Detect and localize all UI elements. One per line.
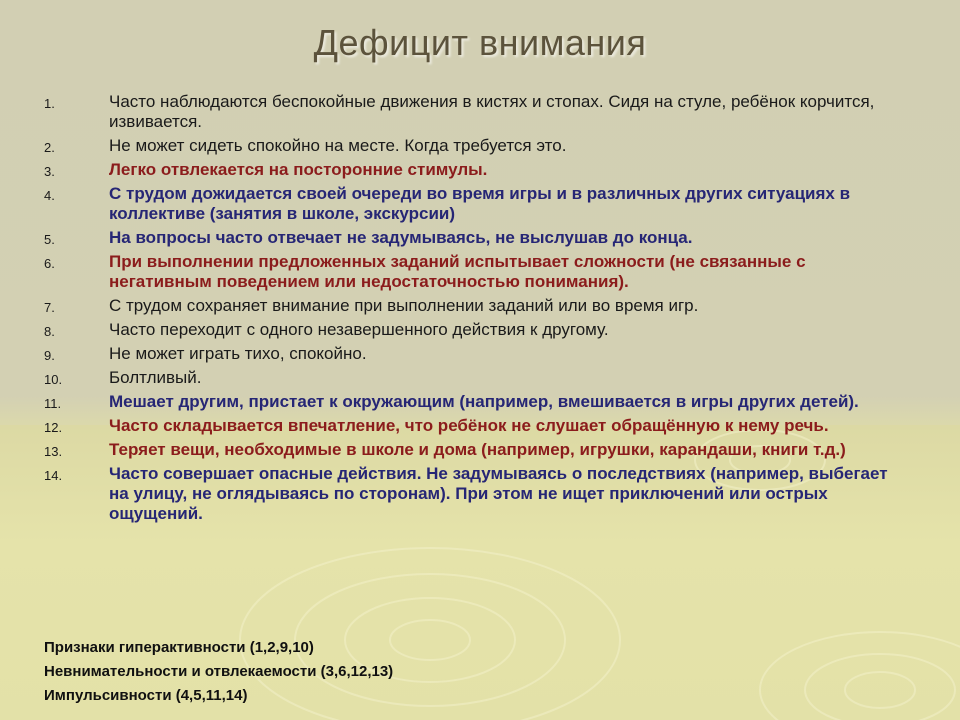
summary-inattention: Невнимательности и отвлекаемости (3,6,12,13) — [44, 663, 394, 680]
item-text: С трудом сохраняет внимание при выполнении заданий или во время игр. — [109, 296, 699, 315]
item-number: 5. — [44, 232, 55, 247]
item-text: Не может сидеть спокойно на месте. Когда требуется это. — [109, 136, 567, 155]
item-text: Не может играть тихо, спокойно. — [109, 344, 367, 363]
list-item — [44, 392, 924, 412]
item-number: 6. — [44, 256, 55, 271]
list-item — [44, 344, 924, 364]
item-number: 12. — [44, 420, 63, 435]
list-item — [44, 416, 924, 436]
list-item — [44, 228, 924, 248]
item-number: 4. — [44, 188, 55, 203]
list-item — [44, 464, 924, 524]
item-text: Легко отвлекается на посторонние стимулы. — [109, 160, 488, 179]
item-text: Часто складывается впечатление, что ребёнок не слушает обращённую к нему речь. — [109, 416, 829, 435]
item-number: 9. — [44, 348, 55, 363]
item-number: 11. — [44, 396, 62, 411]
item-number: 8. — [44, 324, 55, 339]
item-text: Часто переходит с одного незавершенного действия к другому. — [109, 320, 609, 339]
slide-title: Дефицит внимания — [313, 22, 647, 63]
item-text: Мешает другим, пристает к окружающим (например, вмешивается в игры других детей). — [109, 392, 859, 411]
item-number: 14. — [44, 468, 63, 483]
item-number: 10. — [44, 372, 63, 387]
list-item — [44, 440, 924, 460]
item-text: Часто совершает опасные действия. Не задумываясь о последствиях (например, выбегает на улицу, не оглядываясь по сторонам). При этом не ищет приключений или острых ощущений. — [109, 464, 888, 523]
item-number: 13. — [44, 444, 63, 459]
list-item — [44, 160, 924, 180]
item-text: Теряет вещи, необходимые в школе и дома (например, игрушки, карандаши, книги т.д.) — [109, 440, 846, 459]
item-number: 2. — [44, 140, 55, 155]
item-text: На вопросы часто отвечает не задумываясь, не выслушав до конца. — [109, 228, 693, 247]
summary-impulsivity: Импульсивности (4,5,11,14) — [44, 687, 248, 704]
list-item — [44, 252, 924, 292]
item-text: Часто наблюдаются беспокойные движения в кистях и стопах. Сидя на стуле, ребёнок корчится, извивается. — [109, 92, 875, 131]
list-item — [44, 92, 924, 132]
summary-block — [44, 636, 924, 708]
criteria-list — [44, 92, 924, 528]
list-item — [44, 184, 924, 224]
item-number: 3. — [44, 164, 55, 179]
summary-hyperactivity: Признаки гиперактивности (1,2,9,10) — [44, 639, 314, 656]
list-item — [44, 296, 924, 316]
list-item — [44, 136, 924, 156]
item-text: При выполнении предложенных заданий испытывает сложности (не связанные с негативным поведением или недостаточностью понимания). — [109, 252, 806, 291]
list-item — [44, 320, 924, 340]
item-text: Болтливый. — [109, 368, 202, 387]
item-text: С трудом дожидается своей очереди во время игры и в различных других ситуациях в коллективе (занятия в школе, экскурсии) — [109, 184, 851, 223]
list-item — [44, 368, 924, 388]
item-number: 7. — [44, 300, 55, 315]
item-number: 1. — [44, 96, 55, 111]
